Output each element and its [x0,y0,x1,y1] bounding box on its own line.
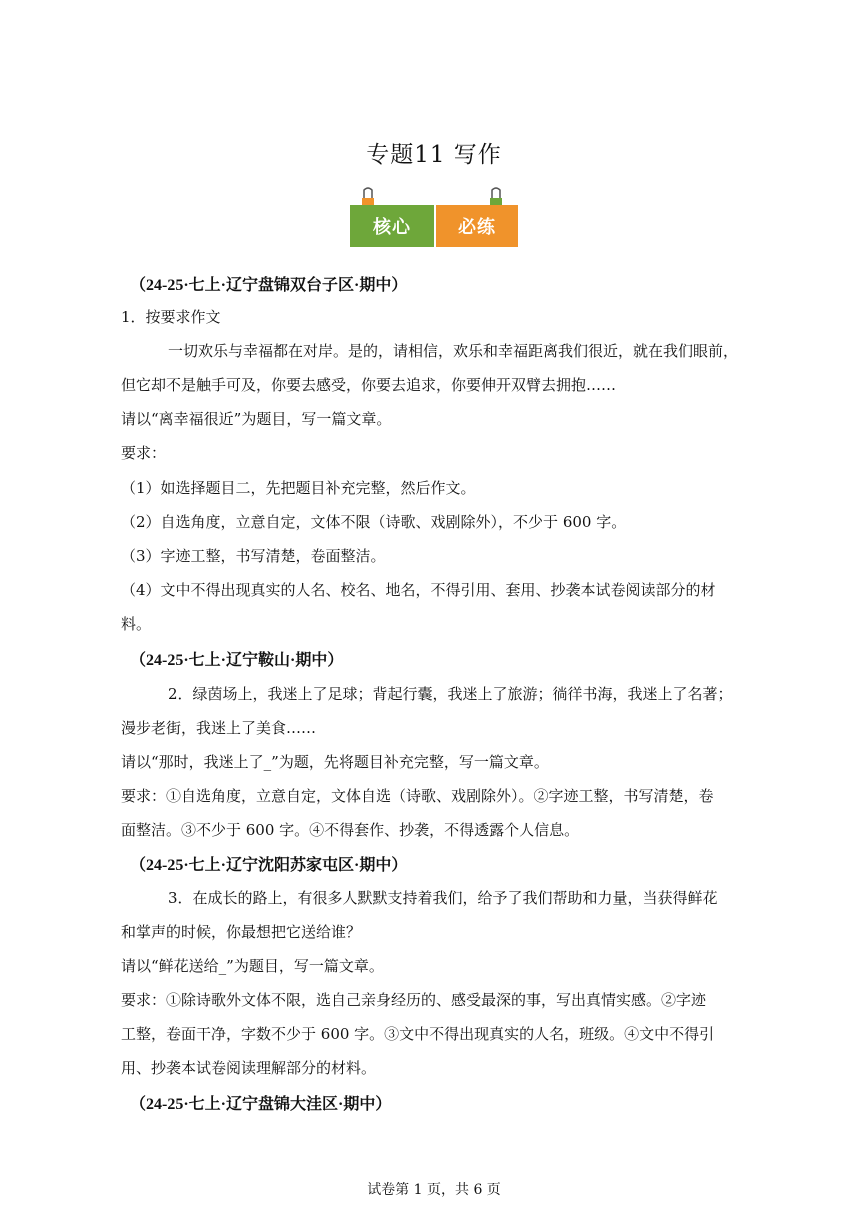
requirement-label: 要求： [121,444,167,462]
badge-core-label: 核心 [373,217,411,238]
requirement-text: 工整，卷面干净，字数不少于 600 字。③文中不得出现真实的人名，班级。④文中不得引 [121,1025,715,1043]
requirement-text: 要求：①自选角度，立意自定，文体自选（诗歌、戏剧除外）。②字迹工整，书写清楚，卷 [121,787,714,805]
section-heading: （24-25·七上·辽宁鞍山·期中） [130,652,344,669]
page-title: 专题11 写作 [366,142,502,168]
requirement-item: （2）自选角度，立意自定，文体不限（诗歌、戏剧除外），不少于 600 字。 [121,513,627,531]
instruction-text: 请以“那时，我迷上了_”为题，先将题目补充完整，写一篇文章。 [121,753,549,771]
badge-core [350,205,436,247]
instruction-text: 请以“离幸福很近”为题目，写一篇文章。 [121,410,392,428]
prompt-text: 2．绿茵场上，我迷上了足球；背起行囊，我迷上了旅游；徜徉书海，我迷上了名著； [168,685,733,703]
badge-practice-label: 必练 [458,217,496,238]
prompt-text: 漫步老街，我迷上了美食…… [121,719,317,737]
prompt-text: 3．在成长的路上，有很多人默默支持着我们，给予了我们帮助和力量，当获得鲜花 [168,889,718,907]
instruction-text: 请以“鲜花送给_”为题目，写一篇文章。 [121,957,384,975]
question-number: 1．按要求作文 [121,308,221,326]
section-heading: （24-25·七上·辽宁沈阳苏家屯区·期中） [130,857,408,874]
core-practice-badge [350,187,518,249]
requirement-item: 料。 [121,615,152,633]
section-heading: （24-25·七上·辽宁盘锦双台子区·期中） [130,277,408,294]
requirement-item: （4）文中不得出现真实的人名、校名、地名，不得引用、套用、抄袭本试卷阅读部分的材 [121,581,716,599]
page-footer: 试卷第 1 页，共 6 页 [367,1182,501,1198]
requirement-text: 用、抄袭本试卷阅读理解部分的材料。 [121,1059,377,1077]
section-heading: （24-25·七上·辽宁盘锦大洼区·期中） [130,1096,392,1113]
requirement-text: 面整洁。③不少于 600 字。④不得套作、抄袭，不得透露个人信息。 [121,821,580,839]
prompt-text: 但它却不是触手可及，你要去感受，你要去追求，你要伸开双臂去拥抱…… [121,376,617,394]
requirement-text: 要求：①除诗歌外文体不限，选自己亲身经历的、感受最深的事，写出真情实感。②字迹 [121,991,707,1009]
requirement-item: （1）如选择题目二，先把题目补充完整，然后作文。 [121,479,476,497]
prompt-text: 和掌声的时候，你最想把它送给谁？ [121,923,362,941]
requirement-item: （3）字迹工整，书写清楚，卷面整洁。 [121,547,386,565]
prompt-text: 一切欢乐与幸福都在对岸。是的，请相信，欢乐和幸福距离我们很近，就在我们眼前， [168,342,739,360]
badge-practice [436,205,518,247]
